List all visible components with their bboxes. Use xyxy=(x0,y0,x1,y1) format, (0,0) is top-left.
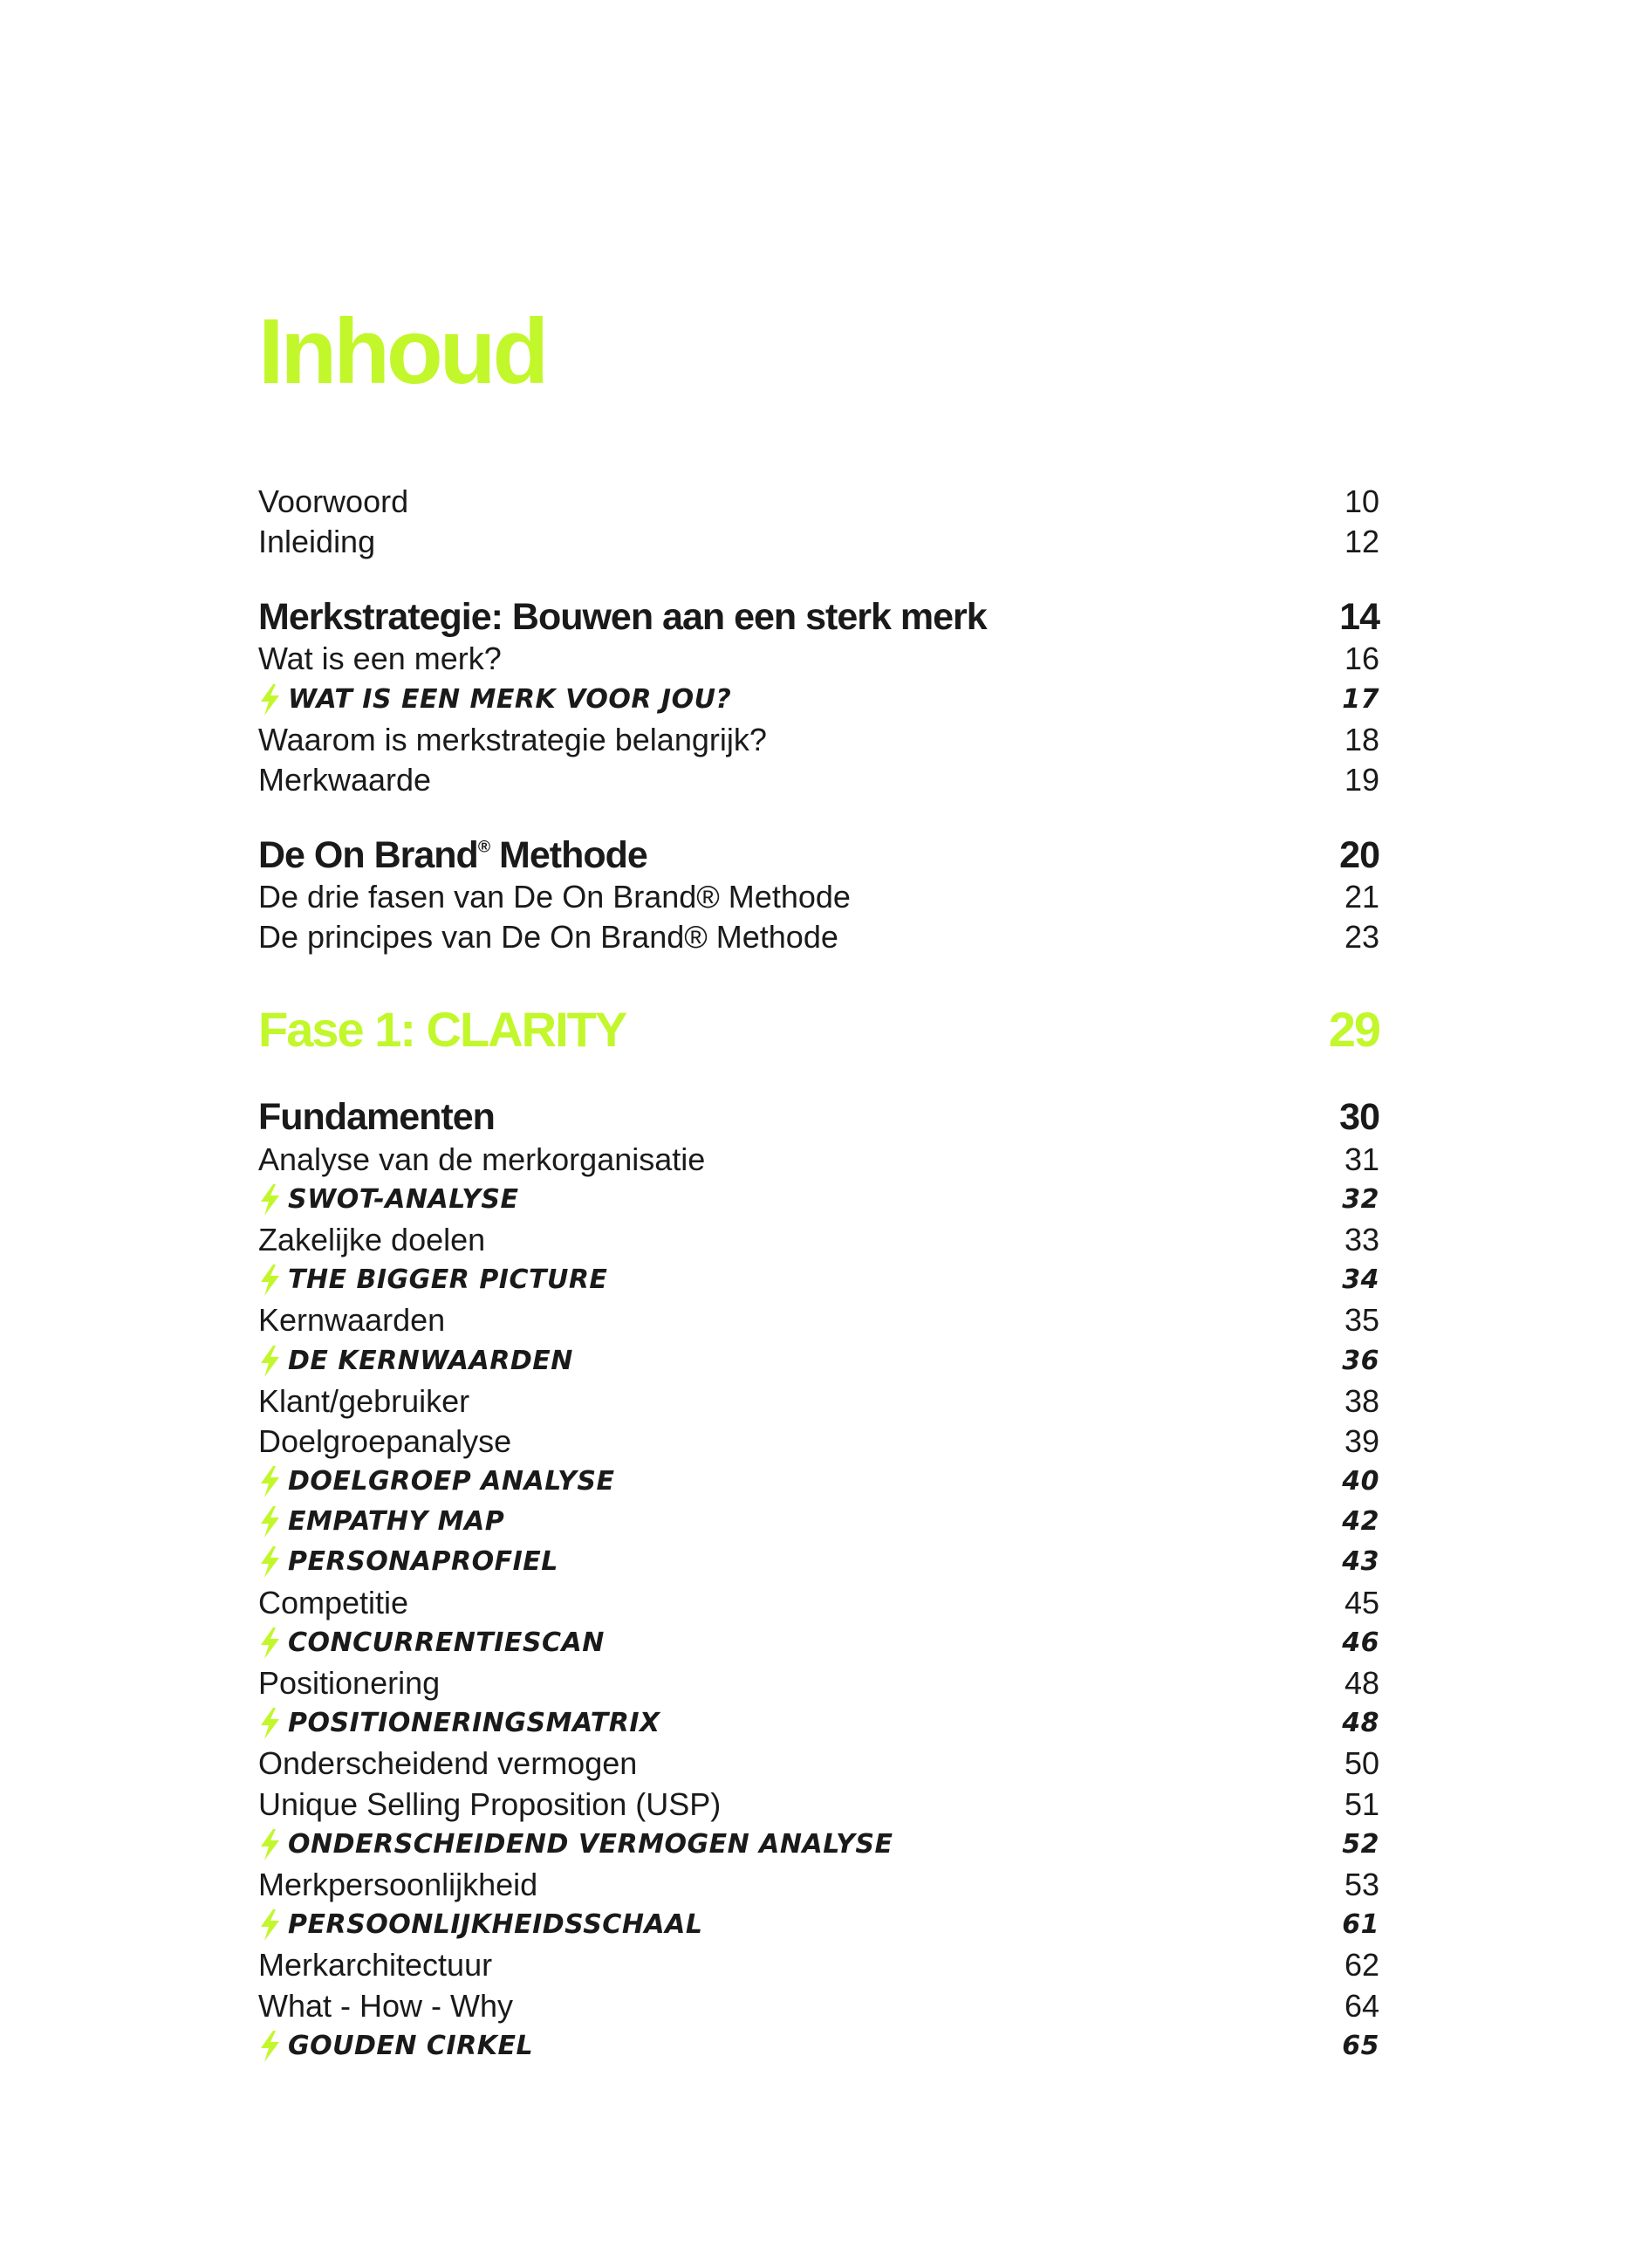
toc-entry[interactable] xyxy=(258,1220,1379,1260)
toc-page-number: 52 xyxy=(1342,1828,1379,1860)
toc-page-number: 62 xyxy=(1344,1947,1379,1984)
section-heading: De On Brand® Methode xyxy=(258,833,647,876)
toc-entry[interactable] xyxy=(258,760,1379,800)
toc-label: Positionering xyxy=(258,1665,441,1702)
toc-page-number: 40 xyxy=(1342,1466,1379,1497)
toc-page-number: 29 xyxy=(1328,1001,1379,1057)
toc-label: De drie fasen van De On Brand® Methode xyxy=(258,879,851,915)
toc-entry-tool[interactable] xyxy=(258,1825,1379,1865)
toc-section-fundamenten[interactable] xyxy=(258,1096,1379,1140)
toc-entry-tool[interactable] xyxy=(258,1623,1379,1663)
toc-page-number: 30 xyxy=(1339,1096,1379,1138)
toc-label: Zakelijke doelen xyxy=(258,1221,486,1257)
toc-entry[interactable] xyxy=(258,1140,1379,1180)
toc-label: Unique Selling Proposition (USP) xyxy=(258,1785,722,1822)
toc-label: Analyse van de merkorganisatie xyxy=(258,1141,706,1177)
toc-label: What - How - Why xyxy=(258,1987,514,2024)
toc-page-number: 12 xyxy=(1344,524,1379,560)
lightning-bolt-icon xyxy=(258,1184,281,1216)
toc-page-number: 36 xyxy=(1342,1345,1379,1376)
toc-label: Competitie xyxy=(258,1584,409,1620)
toc-label: Merkarchitectuur xyxy=(258,1947,493,1984)
toc-page-number: 48 xyxy=(1342,1708,1379,1739)
toc-entry[interactable] xyxy=(258,639,1379,679)
toc-page-number: 42 xyxy=(1342,1506,1379,1538)
toc-entry[interactable] xyxy=(258,1663,1379,1703)
section-heading: Fundamenten xyxy=(258,1096,495,1138)
toc-label: Waarom is merkstrategie belangrijk? xyxy=(258,721,767,757)
tool-label: ONDERSCHEIDEND VERMOGEN ANALYSE xyxy=(288,1828,893,1860)
toc-entry-tool[interactable] xyxy=(258,1502,1379,1542)
toc-label: Wat is een merk? xyxy=(258,641,502,677)
tool-label: CONCURRENTIESCAN xyxy=(288,1627,605,1658)
lightning-bolt-icon xyxy=(258,1346,281,1377)
lightning-bolt-icon xyxy=(258,1708,281,1739)
tool-label: THE BIGGER PICTURE xyxy=(288,1264,608,1296)
toc-entry[interactable] xyxy=(258,1300,1379,1340)
toc-page-number: 61 xyxy=(1342,1909,1379,1941)
toc-page-number: 50 xyxy=(1344,1745,1379,1782)
toc-page-number: 31 xyxy=(1344,1141,1379,1177)
toc-label: Merkpersoonlijkheid xyxy=(258,1866,538,1902)
table-of-contents xyxy=(258,482,1379,2066)
toc-page-number: 53 xyxy=(1344,1866,1379,1902)
toc-section-merkstrategie[interactable] xyxy=(258,595,1379,639)
toc-entry-tool[interactable] xyxy=(258,2026,1379,2066)
section-heading: Merkstrategie: Bouwen aan een sterk merk xyxy=(258,595,987,638)
toc-entry[interactable] xyxy=(258,1985,1379,2025)
toc-page-number: 32 xyxy=(1342,1183,1379,1215)
toc-section-methode[interactable] xyxy=(258,833,1379,877)
toc-page-number: 48 xyxy=(1344,1665,1379,1702)
toc-entry-voorwoord[interactable] xyxy=(258,482,1379,522)
toc-label: Onderscheidend vermogen xyxy=(258,1745,638,1782)
lightning-bolt-icon xyxy=(258,1909,281,1941)
toc-page-number: 51 xyxy=(1344,1785,1379,1822)
toc-page-number: 18 xyxy=(1344,721,1379,757)
lightning-bolt-icon xyxy=(258,684,281,716)
toc-entry[interactable] xyxy=(258,1945,1379,1985)
fundamenten-list xyxy=(258,1140,1379,2066)
toc-entry-tool[interactable] xyxy=(258,1180,1379,1220)
toc-label: Merkwaarde xyxy=(258,762,432,798)
toc-entry[interactable] xyxy=(258,1865,1379,1905)
tool-label: POSITIONERINGSMATRIX xyxy=(288,1708,660,1739)
toc-label: Voorwoord xyxy=(258,483,409,520)
lightning-bolt-icon xyxy=(258,1506,281,1538)
toc-page-number: 43 xyxy=(1342,1546,1379,1578)
toc-label: Doelgroepanalyse xyxy=(258,1422,512,1459)
toc-label: De principes van De On Brand® Methode xyxy=(258,919,838,956)
toc-entry[interactable] xyxy=(258,917,1379,957)
lightning-bolt-icon xyxy=(258,1627,281,1659)
toc-entry[interactable] xyxy=(258,1583,1379,1623)
tool-label: DOELGROEP ANALYSE xyxy=(288,1466,615,1497)
toc-entry[interactable] xyxy=(258,1744,1379,1784)
lightning-bolt-icon xyxy=(258,1466,281,1497)
lightning-bolt-icon xyxy=(258,1264,281,1296)
toc-entry-tool[interactable] xyxy=(258,1340,1379,1381)
page-title: Inhoud xyxy=(258,300,546,403)
toc-page-number: 16 xyxy=(1344,641,1379,677)
tool-label: PERSOONLIJKHEIDSSCHAAL xyxy=(288,1909,703,1941)
toc-entry[interactable] xyxy=(258,1785,1379,1825)
lightning-bolt-icon xyxy=(258,2031,281,2062)
toc-page-number: 20 xyxy=(1339,833,1379,876)
toc-page-number: 14 xyxy=(1339,595,1379,638)
toc-entry[interactable] xyxy=(258,1381,1379,1422)
phase-heading: Fase 1: CLARITY xyxy=(258,1001,626,1057)
tool-label: SWOT-ANALYSE xyxy=(288,1183,519,1215)
toc-entry-tool[interactable] xyxy=(258,1542,1379,1582)
toc-entry-tool[interactable] xyxy=(258,1462,1379,1502)
tool-label: EMPATHY MAP xyxy=(288,1506,505,1538)
toc-page-number: 10 xyxy=(1344,483,1379,520)
toc-entry-tool[interactable] xyxy=(258,1703,1379,1744)
toc-label: Inleiding xyxy=(258,524,376,560)
toc-page-number: 65 xyxy=(1342,2030,1379,2061)
toc-entry[interactable] xyxy=(258,877,1379,917)
toc-entry-tool[interactable] xyxy=(258,1260,1379,1300)
toc-page-number: 46 xyxy=(1342,1627,1379,1658)
tool-label: DE KERNWAARDEN xyxy=(288,1345,573,1376)
toc-page-number: 23 xyxy=(1344,919,1379,956)
toc-entry-inleiding[interactable] xyxy=(258,522,1379,562)
toc-page-number: 19 xyxy=(1344,762,1379,798)
toc-page-number: 64 xyxy=(1344,1987,1379,2024)
toc-page-number: 17 xyxy=(1342,683,1379,715)
tool-label: WAT IS EEN MERK VOOR JOU? xyxy=(288,683,732,715)
toc-label: Klant/gebruiker xyxy=(258,1382,470,1419)
toc-label: Kernwaarden xyxy=(258,1302,446,1339)
toc-page-number: 33 xyxy=(1344,1221,1379,1257)
toc-page-number: 38 xyxy=(1344,1382,1379,1419)
lightning-bolt-icon xyxy=(258,1546,281,1578)
toc-entry[interactable] xyxy=(258,720,1379,760)
tool-label: PERSONAPROFIEL xyxy=(288,1546,558,1578)
toc-page-number: 34 xyxy=(1342,1264,1379,1296)
toc-page-number: 35 xyxy=(1344,1302,1379,1339)
tool-label: GOUDEN CIRKEL xyxy=(288,2030,534,2061)
toc-entry-tool[interactable] xyxy=(258,680,1379,720)
toc-page-number: 21 xyxy=(1344,879,1379,915)
toc-phase-1-clarity[interactable] xyxy=(258,1002,1379,1058)
toc-entry-tool[interactable] xyxy=(258,1905,1379,1945)
lightning-bolt-icon xyxy=(258,1829,281,1860)
toc-entry[interactable] xyxy=(258,1422,1379,1462)
toc-page-number: 45 xyxy=(1344,1584,1379,1620)
toc-page-number: 39 xyxy=(1344,1422,1379,1459)
